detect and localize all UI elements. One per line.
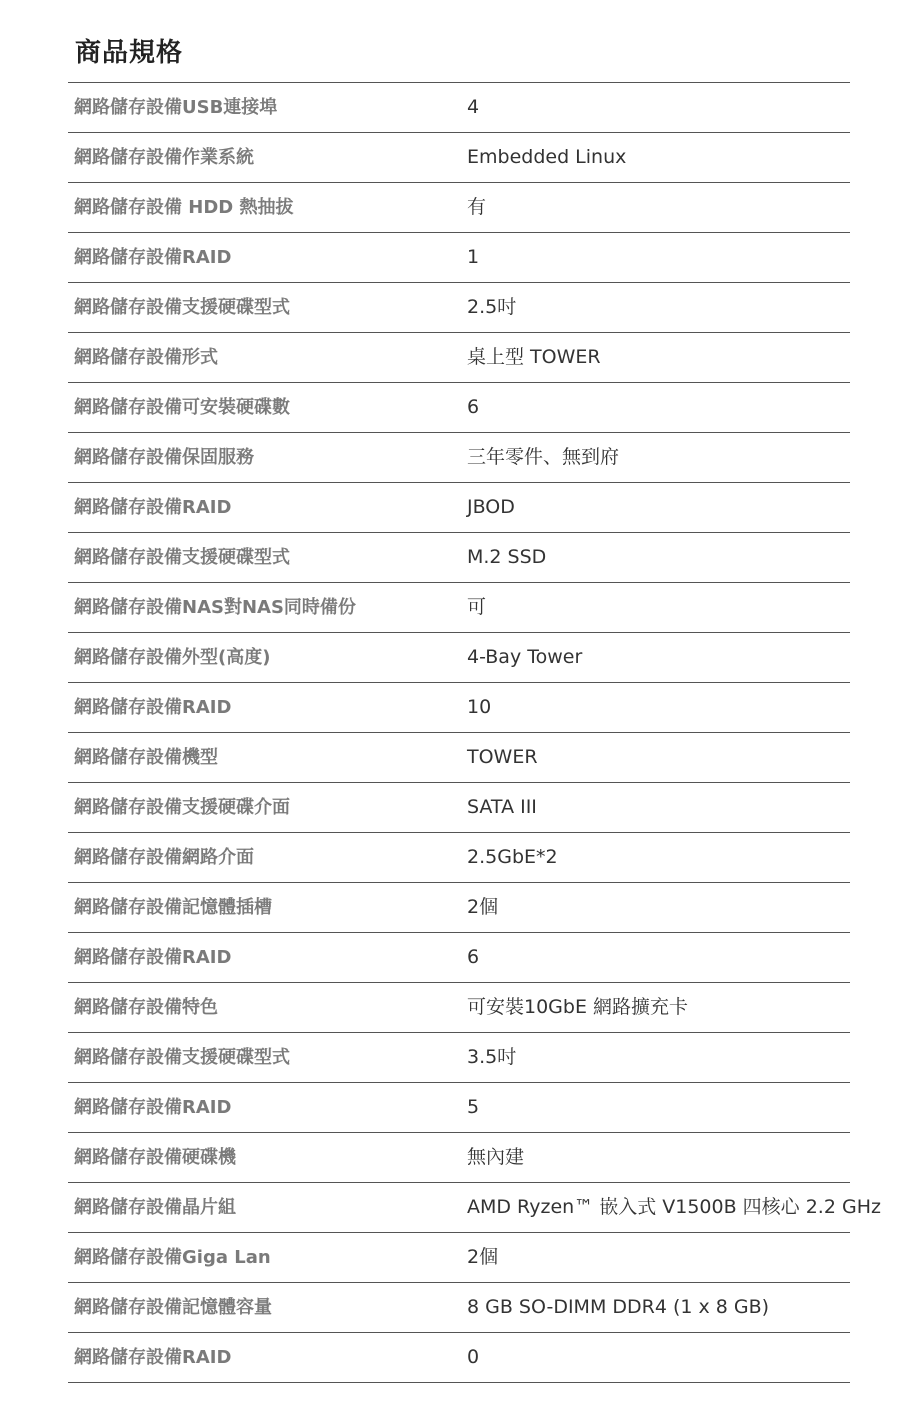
spec-value: 三年零件、無到府 — [467, 446, 620, 468]
spec-value: 2個 — [467, 896, 499, 918]
spec-row — [68, 483, 850, 533]
spec-row — [68, 383, 850, 433]
spec-label: 網路儲存設備機型 — [74, 747, 218, 768]
spec-label: 網路儲存設備Giga Lan — [74, 1247, 271, 1268]
spec-label: 網路儲存設備支援硬碟介面 — [74, 797, 290, 818]
spec-label: 網路儲存設備特色 — [74, 997, 218, 1018]
spec-label: 網路儲存設備網路介面 — [74, 847, 254, 868]
spec-label: 網路儲存設備支援硬碟型式 — [74, 1047, 290, 1068]
spec-label: 網路儲存設備 HDD 熱抽拔 — [74, 197, 294, 218]
spec-label: 網路儲存設備支援硬碟型式 — [74, 297, 290, 318]
spec-label: 網路儲存設備形式 — [74, 347, 218, 368]
spec-row — [68, 1183, 881, 1233]
spec-label: 網路儲存設備晶片組 — [74, 1197, 236, 1218]
spec-value: SATA III — [467, 796, 537, 818]
spec-row — [68, 583, 850, 633]
spec-row — [68, 283, 850, 333]
spec-row — [68, 1083, 850, 1133]
spec-label: 網路儲存設備RAID — [74, 947, 232, 968]
spec-value: 0 — [467, 1346, 480, 1368]
spec-value: 無內建 — [467, 1146, 525, 1168]
spec-row — [68, 983, 850, 1033]
spec-value: 6 — [467, 396, 480, 418]
spec-label: 網路儲存設備可安裝硬碟數 — [74, 397, 290, 418]
spec-label: 網路儲存設備保固服務 — [74, 447, 254, 468]
spec-label: 網路儲存設備RAID — [74, 247, 232, 268]
spec-row — [68, 1283, 850, 1333]
spec-row — [68, 333, 850, 383]
spec-value: 10 — [467, 696, 492, 718]
spec-row — [68, 233, 850, 283]
spec-row — [68, 733, 850, 783]
spec-label: 網路儲存設備硬碟機 — [74, 1147, 236, 1168]
spec-row — [68, 883, 850, 933]
spec-row — [68, 933, 850, 983]
page-title: 商品規格 — [75, 38, 184, 68]
spec-label: 網路儲存設備支援硬碟型式 — [74, 547, 290, 568]
spec-label: 網路儲存設備RAID — [74, 1347, 232, 1368]
spec-row — [68, 433, 850, 483]
spec-label: 網路儲存設備作業系統 — [74, 147, 254, 168]
spec-table — [68, 82, 881, 1383]
spec-value: Embedded Linux — [467, 146, 627, 168]
spec-label: 網路儲存設備記憶體容量 — [74, 1297, 272, 1318]
spec-label: 網路儲存設備外型(高度) — [74, 647, 271, 668]
spec-value: 有 — [467, 196, 487, 218]
spec-value: JBOD — [467, 496, 515, 518]
spec-value: 5 — [467, 1096, 480, 1118]
spec-value: 6 — [467, 946, 480, 968]
spec-row — [68, 783, 850, 833]
spec-value: 可安裝10GbE 網路擴充卡 — [467, 996, 689, 1018]
spec-row — [68, 1133, 850, 1183]
spec-row — [68, 183, 850, 233]
spec-value: 8 GB SO-DIMM DDR4 (1 x 8 GB) — [467, 1296, 770, 1318]
spec-row — [68, 633, 850, 683]
spec-value: AMD Ryzen™ 嵌入式 V1500B 四核心 2.2 GHz — [467, 1196, 881, 1218]
spec-value: 4 — [467, 96, 480, 118]
spec-value: 1 — [467, 246, 480, 268]
spec-row — [68, 1333, 850, 1383]
spec-label: 網路儲存設備RAID — [74, 497, 232, 518]
spec-value: 2.5吋 — [467, 296, 517, 318]
spec-row — [68, 1233, 850, 1283]
spec-row — [68, 533, 850, 583]
spec-row — [68, 833, 850, 883]
spec-label: 網路儲存設備USB連接埠 — [74, 97, 278, 118]
spec-value: 2.5GbE*2 — [467, 846, 558, 868]
spec-label: 網路儲存設備RAID — [74, 697, 232, 718]
spec-value: M.2 SSD — [467, 546, 547, 568]
spec-label: 網路儲存設備NAS對NAS同時備份 — [74, 597, 356, 618]
spec-row — [68, 1033, 850, 1083]
spec-value: 可 — [467, 596, 487, 618]
spec-row — [68, 683, 850, 733]
spec-value: TOWER — [467, 746, 538, 768]
spec-row — [68, 83, 850, 133]
spec-label: 網路儲存設備RAID — [74, 1097, 232, 1118]
spec-value: 桌上型 TOWER — [467, 346, 601, 368]
spec-value: 3.5吋 — [467, 1046, 517, 1068]
spec-row — [68, 133, 850, 183]
spec-value: 2個 — [467, 1246, 499, 1268]
spec-label: 網路儲存設備記憶體插槽 — [74, 897, 272, 918]
spec-value: 4-Bay Tower — [467, 646, 583, 668]
